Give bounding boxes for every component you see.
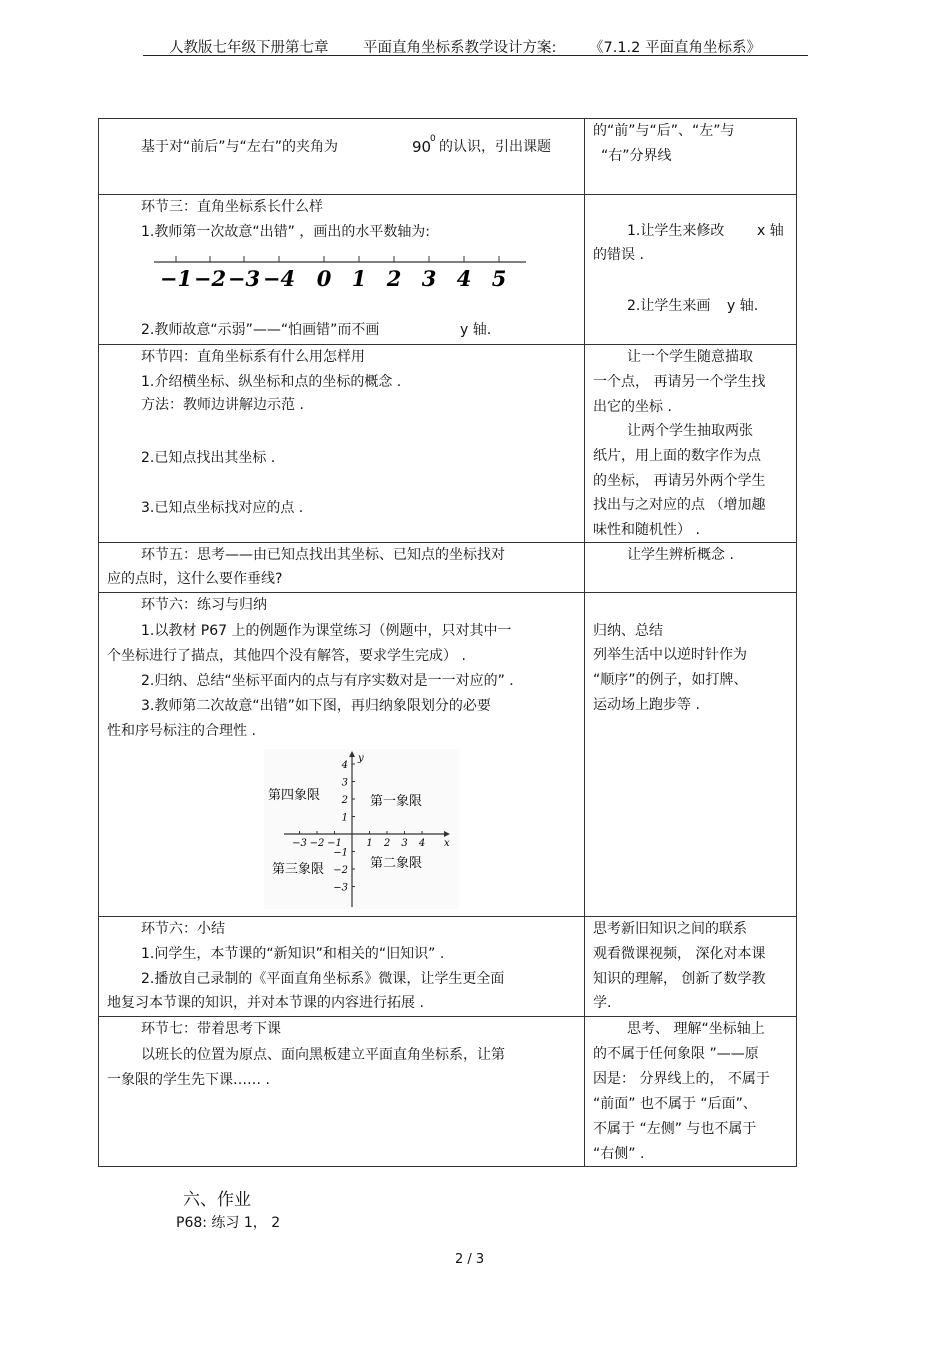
cell-text: 性和序号标注的合理性 . bbox=[107, 723, 256, 739]
cell-text: 地复习本节课的知识，并对本节课的内容进行拓展 . bbox=[107, 995, 424, 1011]
y-tick-label: 3 bbox=[341, 777, 348, 789]
cell-text: 的认识，引出课题 bbox=[439, 139, 551, 155]
cell-text: 让一个学生随意描取 bbox=[627, 349, 753, 365]
axis-tick-label: 0 bbox=[316, 266, 332, 291]
cell-text: 90 bbox=[412, 138, 432, 156]
cell-text: 个坐标进行了描点，其他四个没有解答，要求学生完成） . bbox=[107, 648, 466, 664]
page-header bbox=[143, 36, 808, 56]
cell-text: 的错误 . bbox=[593, 247, 644, 263]
cell-text: 1.问学生，本节课的“新知识”和相关的“旧知识” . bbox=[141, 946, 445, 962]
table-row bbox=[99, 119, 797, 195]
axis-tick-label: −4 bbox=[262, 266, 296, 291]
cell-text: 的不属于任何象限 ”——原 bbox=[593, 1046, 759, 1062]
x-tick-label: −3 bbox=[292, 838, 307, 849]
y-tick-label: 2 bbox=[341, 795, 348, 806]
y-axis-label: y bbox=[358, 753, 364, 764]
cell-text: 知识的理解， 创新了数学教 bbox=[593, 971, 766, 987]
cell-text: 基于对“前后”与“左右”的夹角为 bbox=[141, 139, 339, 155]
cell-text: 找出与之对应的点 （增加趣 bbox=[593, 497, 766, 513]
x-tick-label: 1 bbox=[366, 838, 373, 849]
cell-text: 的“前”与“后”、“左”与 bbox=[593, 123, 735, 139]
cell-text: 一个点， 再请另一个学生找 bbox=[593, 374, 766, 390]
cell-text: 2.已知点找出其坐标 . bbox=[141, 450, 276, 466]
cell-text: 思考新旧知识之间的联系 bbox=[593, 921, 747, 937]
cell-text: 让两个学生抽取两张 bbox=[627, 423, 753, 439]
quadrant-figure bbox=[264, 749, 459, 909]
cell-text: 3.教师第二次故意“出错”如下图，再归纳象限划分的必要 bbox=[141, 698, 491, 714]
header-part3: 《7.1.2 平面直角坐标系》 bbox=[589, 40, 762, 56]
cell-text: 运动场上跑步等 . bbox=[593, 697, 700, 713]
cell-text: 环节三：直角坐标系长什么样 bbox=[141, 199, 323, 215]
cell-text: 环节六：小结 bbox=[141, 921, 225, 937]
page-number: 2 / 3 bbox=[455, 1252, 485, 1267]
cell-text: 思考、 理解“坐标轴上 bbox=[627, 1021, 765, 1037]
cell-text: 环节七：带着思考下课 bbox=[141, 1021, 281, 1037]
superscript: 0 bbox=[430, 134, 436, 144]
cell-text: 归纳、总结 bbox=[593, 623, 663, 639]
x-axis-label: x bbox=[444, 838, 450, 849]
y-tick-label: −2 bbox=[333, 865, 348, 876]
axis-tick-label: 3 bbox=[421, 266, 437, 291]
header-part1: 人教版七年级下册第七章 bbox=[169, 40, 329, 56]
cell-text: 2.播放自己录制的《平面直角坐标系》微课，让学生更全面 bbox=[141, 971, 505, 987]
cell-text: 学. bbox=[593, 995, 612, 1011]
cell-text: 观看微课视频， 深化对本课 bbox=[593, 946, 766, 962]
quadrant-label: 第三象限 bbox=[272, 862, 325, 877]
cell-text: 2.让学生来画 bbox=[627, 298, 711, 314]
cell-text: 味性和随机性） . bbox=[593, 522, 700, 538]
x-tick-label: −1 bbox=[327, 838, 342, 849]
cell-text: 纸片，用上面的数字作为点 bbox=[593, 448, 761, 464]
homework-text: P68: 练习 1， 2 bbox=[176, 1215, 281, 1231]
table-row bbox=[99, 917, 797, 1017]
cell-text: y 轴. bbox=[460, 322, 492, 338]
x-tick-label: 4 bbox=[418, 838, 426, 849]
cell-text: 1.让学生来修改 bbox=[627, 223, 725, 239]
cell-text: 2.教师故意“示弱”——“怕画错”而不画 bbox=[141, 322, 380, 338]
table-row bbox=[99, 195, 797, 345]
cell-text: 以班长的位置为原点、面向黑板建立平面直角坐标系，让第 bbox=[141, 1047, 505, 1063]
x-tick-label: 3 bbox=[401, 838, 408, 849]
cell-text: 不属于 “左侧” 与也不属于 bbox=[593, 1121, 757, 1137]
homework-title: 六、作业 bbox=[183, 1190, 251, 1210]
cell-text: 应的点时，这什么要作垂线? bbox=[107, 571, 283, 587]
lesson-table bbox=[98, 118, 797, 1167]
cell-text: 1.以教材 P67 上的例题作为课堂练习（例题中，只对其中一 bbox=[141, 623, 512, 639]
axis-tick-label: −1 bbox=[159, 266, 193, 291]
cell-text: “右侧” . bbox=[593, 1146, 645, 1162]
cell-text: 因是： 分界线上的， 不属于 bbox=[593, 1071, 770, 1087]
cell-text: 让学生辨析概念 . bbox=[627, 547, 734, 563]
axis-tick-label: 2 bbox=[386, 266, 402, 291]
cell-text: 的坐标， 再请另外两个学生 bbox=[593, 473, 766, 489]
x-tick-label: 2 bbox=[383, 838, 391, 849]
table-row bbox=[99, 345, 797, 543]
axis-tick-label: −3 bbox=[227, 266, 261, 291]
quadrant-label: 第一象限 bbox=[370, 794, 423, 809]
header-part2: 平面直角坐标系教学设计方案: bbox=[363, 40, 557, 56]
cell-text: 出它的坐标 . bbox=[593, 399, 672, 415]
cell-text: “右”分界线 bbox=[601, 148, 672, 164]
cell-text: 3.已知点坐标找对应的点 . bbox=[141, 500, 304, 516]
cell-text: 环节五：思考——由已知点找出其坐标、已知点的坐标找对 bbox=[141, 547, 505, 563]
axis-tick-label: 1 bbox=[351, 266, 367, 291]
axis-tick-label: 4 bbox=[456, 266, 472, 291]
axis-tick-label: −2 bbox=[193, 266, 227, 291]
y-tick-label: −3 bbox=[333, 882, 348, 894]
cell-text: 1.介绍横坐标、纵坐标和点的坐标的概念 . bbox=[141, 374, 402, 390]
y-tick-label: 4 bbox=[341, 760, 348, 771]
cell-text: 环节四：直角坐标系有什么用怎样用 bbox=[141, 349, 365, 365]
cell-text: y 轴. bbox=[727, 298, 759, 314]
x-tick-label: −2 bbox=[309, 838, 325, 849]
quadrant-label: 第四象限 bbox=[268, 788, 321, 803]
cell-text: “顺序”的例子，如打牌、 bbox=[593, 672, 748, 688]
quadrant-label: 第二象限 bbox=[370, 856, 423, 871]
cell-text: x 轴 bbox=[757, 223, 784, 239]
cell-text: 1.教师第一次故意“出错” ，画出的水平数轴为: bbox=[141, 224, 431, 240]
cell-text: 2.归纳、总结“坐标平面内的点与有序实数对是一一对应的” . bbox=[141, 673, 514, 689]
cell-text: 方法：教师边讲解边示范 . bbox=[141, 397, 304, 413]
cell-text: 列举生活中以逆时针作为 bbox=[593, 647, 747, 663]
axis-tick-label: 5 bbox=[491, 266, 507, 291]
table-row bbox=[99, 1017, 797, 1167]
cell-text: “前面” 也不属于 “后面”、 bbox=[593, 1096, 757, 1112]
y-tick-label: −1 bbox=[333, 847, 348, 859]
cell-text: 环节六：练习与归纳 bbox=[141, 597, 267, 613]
cell-text: 一象限的学生先下课…… . bbox=[107, 1072, 270, 1088]
table-row bbox=[99, 543, 797, 593]
y-tick-label: 1 bbox=[341, 812, 348, 824]
number-line-figure bbox=[154, 250, 529, 295]
table-row bbox=[99, 593, 797, 917]
